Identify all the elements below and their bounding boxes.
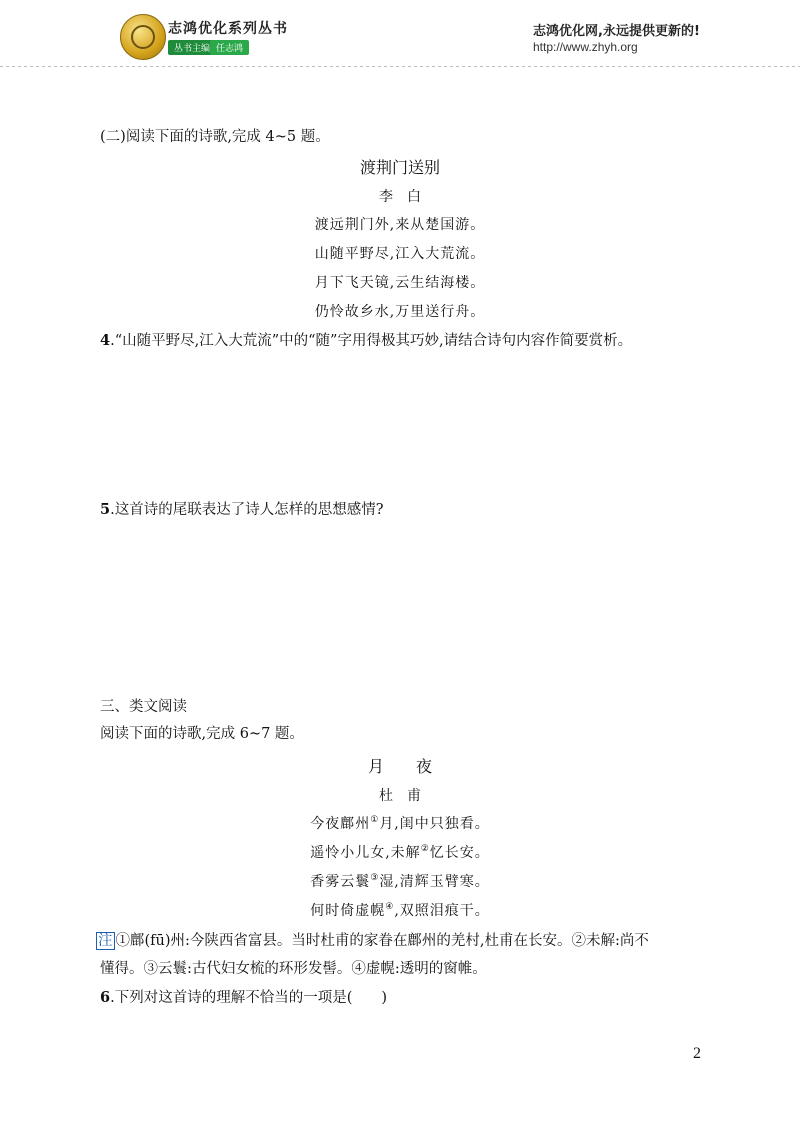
poem1-line: 月下飞天镜,云生结海楼。 bbox=[314, 275, 486, 291]
header-url: http://www.zhyh.org bbox=[533, 40, 638, 54]
section2-instruction: (二)阅读下面的诗歌,完成 4~5 题。 bbox=[100, 129, 330, 145]
notes-line-2: 懂得。③云鬟:古代妇女梳的环形发髻。④虚幌:透明的窗帷。 bbox=[100, 961, 487, 977]
question-number: 4 bbox=[100, 332, 111, 349]
footnote-marker: ① bbox=[370, 815, 380, 825]
question-6 bbox=[100, 988, 387, 1008]
poem2-line: 香雾云鬟③湿,清辉玉臂寒。 bbox=[310, 873, 490, 890]
poem1-author: 李 白 bbox=[379, 189, 421, 205]
editor-name-badge: 任志鸿 bbox=[210, 40, 249, 55]
poem2-title: 月 夜 bbox=[367, 757, 432, 776]
note-label: 注 bbox=[98, 933, 113, 949]
page-number: 2 bbox=[693, 1045, 701, 1062]
section3-instruction: 阅读下面的诗歌,完成 6~7 题。 bbox=[100, 726, 304, 742]
page-header bbox=[0, 0, 800, 72]
question-4 bbox=[100, 331, 632, 351]
question-5 bbox=[100, 500, 383, 520]
footnote-marker: ② bbox=[420, 844, 430, 854]
poem1-title: 渡荆门送别 bbox=[359, 158, 440, 177]
publisher-logo-icon bbox=[120, 14, 166, 60]
editor-badge: 丛书主编 bbox=[168, 40, 216, 55]
footnote-marker: ④ bbox=[385, 902, 395, 912]
poem1-line: 渡远荆门外,来从楚国游。 bbox=[314, 217, 486, 233]
series-title: 志鸿优化系列丛书 bbox=[168, 21, 288, 37]
section3-heading: 三、类文阅读 bbox=[100, 699, 187, 715]
footnote-marker: ③ bbox=[370, 873, 380, 883]
question-text: .这首诗的尾联表达了诗人怎样的思想感情? bbox=[110, 502, 384, 518]
header-slogan: 志鸿优化网,永远提供更新的! bbox=[533, 24, 700, 39]
poem2-line: 今夜鄜州①月,闺中只独看。 bbox=[310, 815, 490, 832]
question-text: .下列对这首诗的理解不恰当的一项是( ) bbox=[110, 990, 388, 1006]
question-number: 6 bbox=[100, 989, 111, 1006]
poem2-author: 杜 甫 bbox=[379, 788, 421, 804]
header-divider bbox=[0, 66, 800, 67]
poem2-line: 遥怜小儿女,未解②忆长安。 bbox=[310, 844, 490, 861]
poem2-line: 何时倚虚幌④,双照泪痕干。 bbox=[310, 902, 490, 919]
question-number: 5 bbox=[100, 501, 111, 518]
notes-line-1 bbox=[96, 931, 649, 951]
question-text: .“山随平野尽,江入大荒流”中的“随”字用得极其巧妙,请结合诗句内容作简要赏析。 bbox=[110, 333, 633, 349]
poem1-line: 山随平野尽,江入大荒流。 bbox=[314, 246, 486, 262]
note-text: ①鄜(fū)州:今陕西省富县。当时杜甫的家眷在鄜州的羌村,杜甫在长安。②未解:尚不 bbox=[115, 933, 649, 949]
poem1-line: 仍怜故乡水,万里送行舟。 bbox=[314, 304, 486, 320]
